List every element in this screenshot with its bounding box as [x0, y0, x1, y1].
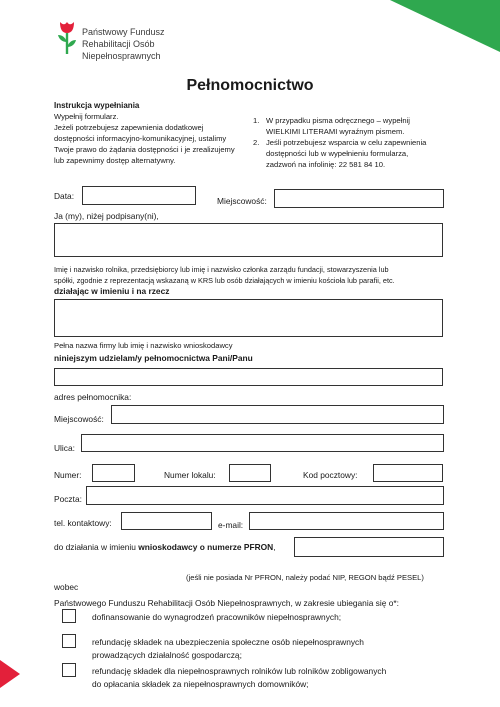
option-checkbox[interactable]	[62, 609, 76, 623]
pfron-label-prefix: do działania w imieniu	[54, 542, 139, 552]
phone-label: tel. kontaktowy:	[54, 518, 112, 528]
wobec-label: wobec	[54, 582, 79, 592]
instructions-left	[54, 111, 235, 166]
pfron-logo-icon	[56, 20, 78, 56]
pfron-label-bold: wnioskodawcy o numerze PFRON	[138, 542, 274, 552]
instructions-item	[253, 137, 426, 170]
logo-line: Państwowy Fundusz	[82, 27, 165, 37]
postal-field[interactable]	[373, 464, 443, 482]
instructions-line: dostępności lub w wypełnieniu formularza,	[266, 149, 409, 158]
instructions-line: dostępności informacyjno-komunikacyjnej, ustalimy	[54, 134, 227, 143]
instructions-line: WIELKIMI LITERAMI wyraźnym pismem.	[266, 127, 405, 136]
city-label: Miejscowość:	[54, 414, 104, 424]
postal-label: Kod pocztowy:	[303, 470, 358, 480]
instructions-heading: Instrukcja wypełniania	[54, 101, 140, 110]
page-title: Pełnomocnictwo	[186, 77, 314, 94]
post-field[interactable]	[86, 486, 444, 505]
fund-scope-label: Państwowego Funduszu Rehabilitacji Osób Niepełnosprawnych, w zakresie ubiegania się o*:	[54, 598, 399, 608]
logo-text	[82, 26, 165, 62]
proxy-name-field[interactable]	[54, 368, 443, 386]
option-label	[92, 665, 386, 691]
instructions-line: Jeśli potrzebujesz wsparcia w celu zapewnienia	[266, 138, 427, 147]
address-label: adres pełnomocnika:	[54, 392, 132, 402]
option-label-line: refundację składek dla niepełnosprawnych rolników lub rolników zobligowanych	[92, 666, 387, 676]
corner-decoration-red	[0, 660, 20, 688]
city-top-label: Miejscowość:	[217, 196, 267, 206]
option-label-line: prowadzących działalność gospodarczą;	[92, 650, 242, 660]
option-label	[92, 611, 341, 624]
option-label-line: do opłacania składek za niepełnosprawnych domowników;	[92, 679, 309, 689]
signers-note-line: spółki, zgodnie z reprezentacją wskazaną w KRS lub osób działających w imieniu kościoła lub parafii, etc.	[54, 276, 395, 285]
unit-label: Numer lokalu:	[164, 470, 216, 480]
logo-line: Niepełnosprawnych	[82, 51, 161, 61]
company-field[interactable]	[54, 299, 443, 337]
signers-note	[54, 264, 395, 286]
unit-field[interactable]	[229, 464, 271, 482]
grant-label: niniejszym udzielam/y pełnomocnictwa Pani/Panu	[54, 353, 253, 363]
instructions-line: Twoje prawo do żądania dostępności i je zrealizujemy	[54, 145, 235, 154]
city-top-field[interactable]	[274, 189, 444, 208]
instructions-item-number: 2.	[253, 138, 260, 147]
option-label	[92, 636, 364, 662]
on-behalf-label: działając w imieniu i na rzecz	[54, 286, 170, 296]
corner-decoration-green	[390, 0, 500, 52]
instructions-line: W przypadku pisma odręcznego – wypełnij	[266, 116, 410, 125]
date-field[interactable]	[82, 186, 196, 205]
signers-field[interactable]	[54, 223, 443, 257]
signers-label: Ja (my), niżej podpisany(ni),	[54, 211, 159, 221]
email-field[interactable]	[249, 512, 444, 530]
instructions-item-number: 1.	[253, 116, 260, 125]
company-note: Pełna nazwa firmy lub imię i nazwisko wnioskodawcy	[54, 341, 233, 350]
date-label: Data:	[54, 191, 75, 201]
pfron-number-field[interactable]	[294, 537, 444, 557]
street-label: Ulica:	[54, 443, 75, 453]
number-label: Numer:	[54, 470, 82, 480]
pfron-label	[54, 542, 276, 552]
phone-field[interactable]	[121, 512, 212, 530]
option-checkbox[interactable]	[62, 663, 76, 677]
logo-line: Rehabilitacji Osób	[82, 39, 155, 49]
signers-note-line: Imię i nazwisko rolnika, przedsiębiorcy lub imię i nazwisko członka zarządu fundacji, stowarzyszenia lub	[54, 265, 389, 274]
post-label: Poczta:	[54, 494, 82, 504]
option-label-line: dofinansowanie do wynagrodzeń pracowników niepełnosprawnych;	[92, 612, 342, 622]
instructions-line: Jeżeli potrzebujesz zapewnienia dodatkowej	[54, 123, 204, 132]
instructions-item	[253, 115, 426, 137]
email-label: e-mail:	[218, 520, 244, 530]
number-field[interactable]	[92, 464, 135, 482]
instructions-line: lub zapewnimy dostęp alternatywny.	[54, 156, 176, 165]
city-field[interactable]	[111, 405, 444, 424]
pfron-label-suffix: ,	[273, 542, 276, 552]
option-checkbox[interactable]	[62, 634, 76, 648]
instructions-line: Wypełnij formularz.	[54, 112, 119, 121]
pfron-note: (jeśli nie posiada Nr PFRON, należy podać NIP, REGON bądź PESEL)	[186, 573, 424, 582]
street-field[interactable]	[81, 434, 444, 452]
instructions-line: zadzwoń na infolinię: 22 581 84 10.	[266, 160, 386, 169]
option-label-line: refundację składek na ubezpieczenia społeczne osób niepełnosprawnych	[92, 637, 364, 647]
instructions-right	[253, 115, 426, 170]
